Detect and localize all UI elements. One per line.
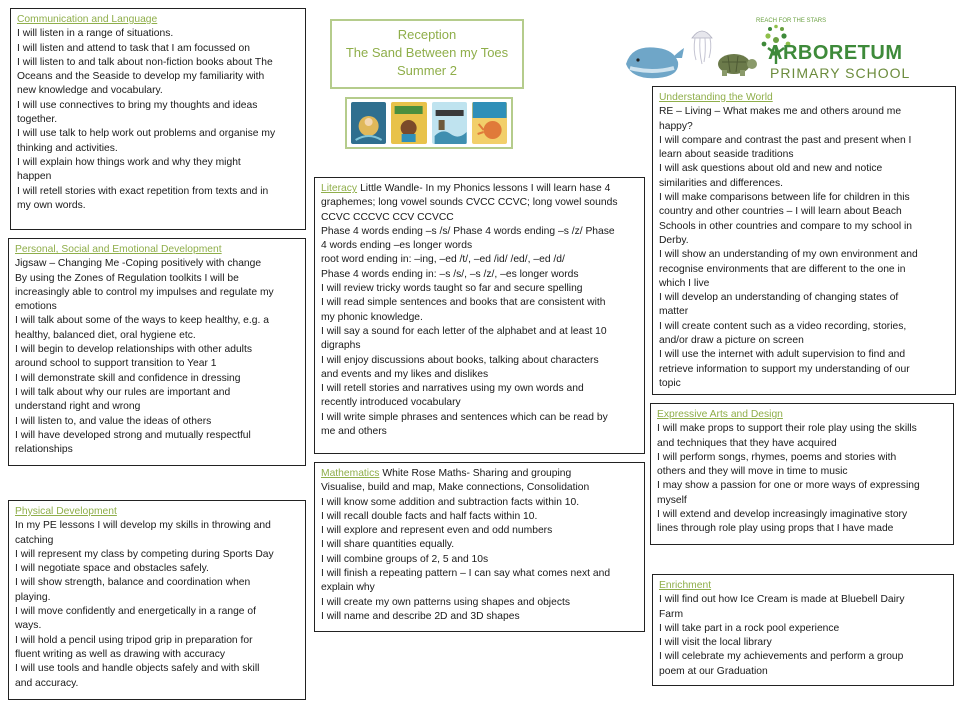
psed-line: around school to support transition to Year 1 bbox=[15, 358, 217, 370]
physical-line: playing. bbox=[15, 591, 51, 603]
book-illustration-1-icon bbox=[351, 102, 386, 144]
sea-creatures-icon bbox=[622, 18, 762, 88]
maths-first-line bbox=[321, 467, 638, 481]
physical-line: I will negotiate space and obstacles safely. bbox=[15, 563, 209, 575]
literacy-line: I will write simple phrases and sentences which can be read by bbox=[321, 411, 608, 423]
psed-line: I will demonstrate skill and confidence in dressing bbox=[15, 372, 241, 384]
literacy-line: Phase 4 words ending in: –s /s/, –s /z/, –es longer words bbox=[321, 268, 579, 280]
psed-line: I will listen to, and value the ideas of others bbox=[15, 415, 212, 427]
book-illustration-3-icon bbox=[432, 102, 467, 144]
psed-line: relationships bbox=[15, 444, 73, 456]
world-line: Schools in other countries and compare to my school in bbox=[659, 220, 912, 232]
maths-line: I will create my own patterns using shapes and objects bbox=[321, 596, 570, 608]
physical-line: ways. bbox=[15, 620, 42, 632]
psed-line: Jigsaw – Changing Me -Coping positively with change bbox=[15, 258, 262, 270]
psed-line: healthy, balanced diet, oral hygiene etc. bbox=[15, 329, 196, 341]
arts-line: others and they will move in time to music bbox=[657, 466, 848, 478]
arts-line: I will perform songs, rhymes, poems and stories with bbox=[657, 451, 897, 463]
literacy-line: root word ending in: –ing, –ed /t/, –ed /id/ /ed/, –ed /d/ bbox=[321, 254, 565, 266]
communication-line: I will listen in a range of situations. bbox=[17, 28, 174, 40]
literacy-line: my phonic knowledge. bbox=[321, 311, 423, 323]
enrichment-line: I will find out how Ice Cream is made at Bluebell Dairy bbox=[659, 594, 905, 606]
maths-line: I will name and describe 2D and 3D shapes bbox=[321, 610, 520, 622]
arts-line: myself bbox=[657, 494, 687, 506]
physical-development-box bbox=[8, 500, 306, 700]
world-line: similarities and differences. bbox=[659, 177, 784, 189]
maths-line: I will combine groups of 2, 5 and 10s bbox=[321, 553, 489, 565]
psed-line: I will talk about why our rules are important and bbox=[15, 386, 231, 398]
communication-heading: Communication and Language bbox=[17, 14, 158, 25]
literacy-line: I will retell stories and narratives using my own words and bbox=[321, 383, 584, 395]
world-line: and/or draw a picture on screen bbox=[659, 335, 804, 347]
arts-line: I may show a passion for one or more ways of expressing bbox=[657, 480, 920, 492]
enrichment-line: I will celebrate my achievements and perform a group bbox=[659, 651, 904, 663]
communication-line: Oceans and the Seaside to develop my familiarity with bbox=[17, 71, 265, 83]
world-line: country and other countries – I will learn about Beach bbox=[659, 206, 902, 218]
world-line: RE – Living – What makes me and others around me bbox=[659, 106, 902, 118]
understanding-world-box bbox=[652, 86, 956, 395]
communication-line: I will listen to and talk about non-fiction books about The bbox=[17, 56, 273, 68]
literacy-intro: Little Wandle- In my Phonics lessons I will learn hase 4 bbox=[360, 183, 611, 194]
logo-motto: REACH FOR THE STARS bbox=[756, 18, 827, 24]
psed-line: emotions bbox=[15, 301, 57, 313]
psed-line: understand right and wrong bbox=[15, 401, 141, 413]
maths-line: I will finish a repeating pattern – I can say what comes next and bbox=[321, 568, 611, 580]
literacy-line: I will enjoy discussions about books, talking about characters bbox=[321, 354, 599, 366]
world-line: topic bbox=[659, 377, 681, 389]
physical-line: catching bbox=[15, 534, 54, 546]
book-cover-4 bbox=[472, 102, 507, 144]
communication-line: I will explain how things work and why they might bbox=[17, 156, 241, 168]
communication-line: my own words. bbox=[17, 199, 86, 211]
physical-line: I will show strength, balance and coordination when bbox=[15, 577, 251, 589]
maths-line: I will share quantities equally. bbox=[321, 539, 455, 551]
enrichment-line: I will visit the local library bbox=[659, 637, 772, 649]
literacy-line: CCVC CCCVC CCV CCVCC bbox=[321, 211, 454, 223]
arts-line: I will make props to support their role play using the skills bbox=[657, 423, 917, 435]
mathematics-box bbox=[314, 462, 645, 632]
literacy-line: me and others bbox=[321, 426, 387, 438]
literacy-line: I will say a sound for each letter of the alphabet and at least 10 bbox=[321, 325, 607, 337]
enrichment-box bbox=[652, 574, 954, 686]
world-line: I will compare and contrast the past and present when I bbox=[659, 134, 912, 146]
literacy-line: Phase 4 words ending –s /s/ Phase 4 words ending –s /z/ Phase bbox=[321, 225, 615, 237]
literacy-line: recently introduced vocabulary bbox=[321, 397, 461, 409]
communication-line: new knowledge and vocabulary. bbox=[17, 85, 163, 97]
world-line: learn about seaside traditions bbox=[659, 149, 794, 161]
physical-line: I will move confidently and energetically in a range of bbox=[15, 606, 256, 618]
book-covers bbox=[345, 97, 513, 149]
physical-line: I will use tools and handle objects safely and with skill bbox=[15, 663, 260, 675]
literacy-line: I will review tricky words taught so far and secure spelling bbox=[321, 283, 583, 295]
psed-line: By using the Zones of Regulation toolkits I will be bbox=[15, 272, 239, 284]
communication-line: I will use connectives to bring my thoughts and ideas bbox=[17, 99, 258, 111]
literacy-line: and events and my likes and dislikes bbox=[321, 368, 489, 380]
world-line: I will use the internet with adult supervision to find and bbox=[659, 349, 906, 361]
title-term: Summer 2 bbox=[397, 63, 457, 78]
enrichment-heading: Enrichment bbox=[659, 580, 712, 591]
school-name: ARBORETUM bbox=[768, 42, 903, 64]
book-illustration-2-icon bbox=[391, 102, 426, 144]
book-cover-3 bbox=[432, 102, 467, 144]
world-line: Derby. bbox=[659, 234, 689, 246]
book-illustration-4-icon bbox=[472, 102, 507, 144]
psed-line: I will have developed strong and mutually respectful bbox=[15, 429, 251, 441]
literacy-line: 4 words ending –es longer words bbox=[321, 240, 473, 252]
world-line: I will make comparisons between life for children in this bbox=[659, 192, 910, 204]
maths-line: explain why bbox=[321, 582, 375, 594]
communication-language-box bbox=[10, 8, 306, 230]
psed-heading: Personal, Social and Emotional Development bbox=[15, 244, 222, 255]
maths-line: I will know some addition and subtraction facts within 10. bbox=[321, 496, 580, 508]
maths-line: I will recall double facts and half facts within 10. bbox=[321, 510, 538, 522]
expressive-arts-box bbox=[650, 403, 954, 545]
psed-line: I will talk about some of the ways to keep healthy, e.g. a bbox=[15, 315, 269, 327]
book-cover-1 bbox=[351, 102, 386, 144]
physical-line: I will hold a pencil using tripod grip in preparation for bbox=[15, 634, 253, 646]
arts-line: I will extend and develop increasingly imaginative story bbox=[657, 509, 908, 521]
world-line: happy? bbox=[659, 120, 693, 132]
world-heading: Understanding the World bbox=[659, 92, 773, 103]
world-line: I will develop an understanding of changing states of bbox=[659, 292, 899, 304]
literacy-first-line bbox=[321, 182, 638, 196]
world-line: I will ask questions about old and new and notice bbox=[659, 163, 883, 175]
school-type: PRIMARY SCHOOL bbox=[770, 65, 911, 81]
maths-line: Visualise, build and map, Make connections, Consolidation bbox=[321, 482, 590, 494]
world-line: matter bbox=[659, 306, 689, 318]
world-line: recognise environments that are different to the one in bbox=[659, 263, 906, 275]
title-reception: Reception bbox=[397, 27, 457, 42]
psed-line: increasingly able to control my impulses and regulate my bbox=[15, 286, 274, 298]
communication-line: I will retell stories with exact repetition from texts and in bbox=[17, 185, 269, 197]
literacy-line: I will read simple sentences and books that are consistent with bbox=[321, 297, 606, 309]
psed-box bbox=[8, 238, 306, 466]
physical-line: and accuracy. bbox=[15, 677, 79, 689]
physical-heading: Physical Development bbox=[15, 506, 117, 517]
communication-line: thinking and activities. bbox=[17, 142, 118, 154]
arts-heading: Expressive Arts and Design bbox=[657, 409, 783, 420]
literacy-line: graphemes; long vowel sounds CVCC CCVC; long vowel sounds bbox=[321, 197, 618, 209]
communication-line: together. bbox=[17, 114, 58, 126]
maths-line: I will explore and represent even and odd numbers bbox=[321, 525, 553, 537]
arts-line: and techniques that they have acquired bbox=[657, 437, 837, 449]
literacy-box bbox=[314, 177, 645, 454]
world-line: I will show an understanding of my own environment and bbox=[659, 249, 918, 261]
school-logo-area bbox=[622, 18, 952, 88]
physical-line: I will represent my class by competing during Sports Day bbox=[15, 548, 274, 560]
literacy-line: digraphs bbox=[321, 340, 361, 352]
arts-line: lines through role play using props that I have made bbox=[657, 523, 894, 535]
world-line: retrieve information to support my understanding of our bbox=[659, 363, 910, 375]
literacy-heading: Literacy bbox=[321, 183, 358, 194]
physical-line: In my PE lessons I will develop my skills in throwing and bbox=[15, 520, 271, 532]
communication-line: I will use talk to help work out problems and organise my bbox=[17, 128, 276, 140]
title-topic: The Sand Between my Toes bbox=[345, 45, 509, 60]
title-box bbox=[330, 19, 524, 89]
communication-line: happen bbox=[17, 171, 52, 183]
physical-line: fluent writing as well as drawing with accuracy bbox=[15, 648, 226, 660]
psed-line: I will begin to develop relationships with other adults bbox=[15, 344, 252, 356]
world-line: I will create content such as a video recording, stories, bbox=[659, 320, 907, 332]
maths-intro: White Rose Maths- Sharing and grouping bbox=[382, 468, 572, 479]
enrichment-line: poem at our Graduation bbox=[659, 665, 768, 677]
enrichment-line: I will take part in a rock pool experience bbox=[659, 622, 840, 634]
enrichment-line: Farm bbox=[659, 608, 684, 620]
maths-heading: Mathematics bbox=[321, 468, 380, 479]
book-cover-2 bbox=[391, 102, 426, 144]
world-line: which I live bbox=[659, 277, 710, 289]
communication-line: I will listen and attend to task that I am focussed on bbox=[17, 42, 250, 54]
